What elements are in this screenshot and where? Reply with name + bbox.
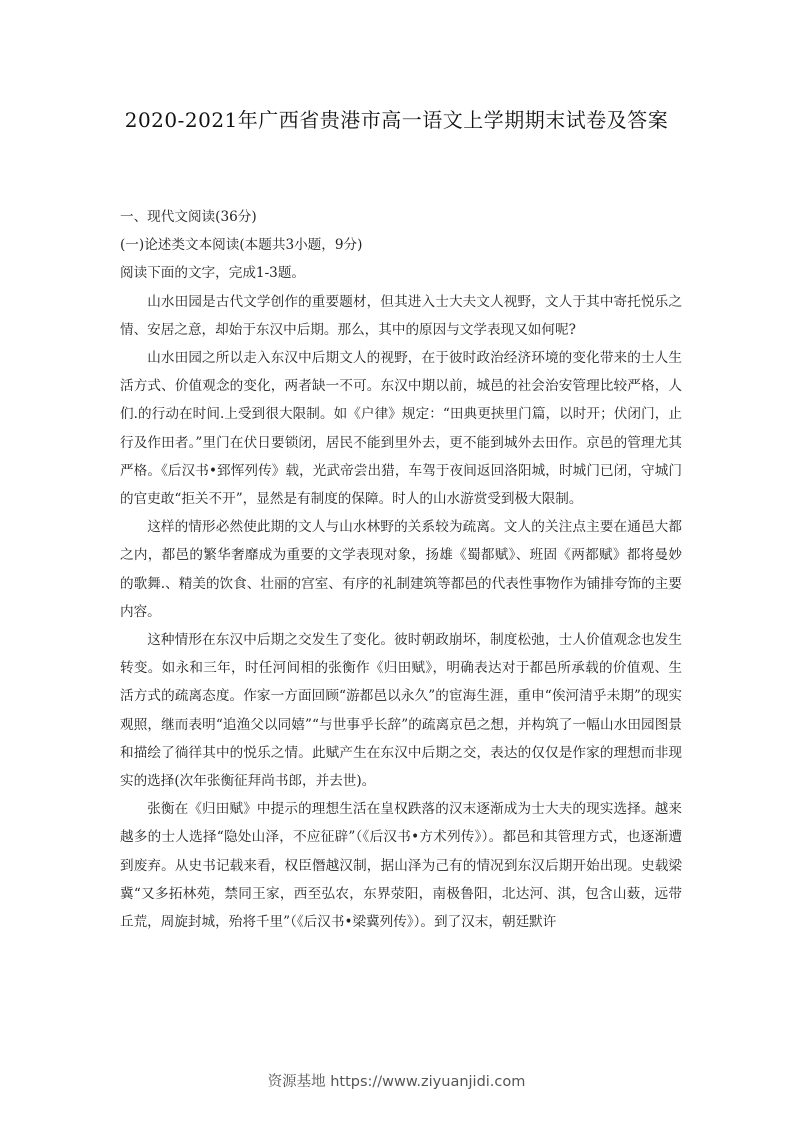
paragraph-5: 张衡在《归田赋》中提示的理想生活在皇权跌落的汉末逐渐成为士大夫的现实选择。越来越多的士人选择“隐处山泽，不应征辟”（《后汉书•方术列传》）。都邑和其管理方式，也逐渐遭到废弃。从史书记载来看，权臣僭越汉制，据山泽为己有的情况到东汉后期开始出现。史载梁冀“又多拓林苑，禁同王家，西至弘农，东界荥阳，南极鲁阳，北达河、淇，包含山薮，远带丘荒，周旋封城，殆将千里”（《后汉书•梁冀列传》）。到了汉末，朝廷默许 [120,801,682,931]
reading-instruction: 阅读下面的文字，完成1-3题。 [120,265,306,282]
section-heading: 一、现代文阅读(36分) [120,209,257,225]
subsection-heading: (一)论述类文本阅读(本题共3小题，9分) [120,237,363,254]
paragraph-4: 这种情形在东汉中后期之交发生了变化。彼时朝政崩坏，制度松弛，士人价值观念也发生转变。如永和三年，时任河间相的张衡作《归田赋》，明确表达对于都邑所承载的价值观、生活方式的疏离态度。作家一方面回顾“游都邑以永久”的宦海生涯，重申“俟河清乎未期”的现实观照，继而表明“追渔父以同嬉”“与世事乎长辞”的疏离京邑之想，并构筑了一幅山水田园图景和描绘了徜徉其中的悦乐之情。此赋产生在东汉中后期之交，表达的仅仅是作家的理想而非现实的选择(次年张衡征拜尚书郎，并去世)。 [120,632,682,790]
paragraph-1: 山水田园是古代文学创作的重要题材，但其进入士大夫文人视野，文人于其中寄托悦乐之情、安居之意，却始于东汉中后期。那么，其中的原因与文学表现又如何呢? [120,293,682,338]
document-body [120,203,682,936]
paragraph-2: 山水田园之所以走入东汉中后期文人的视野，在于彼时政治经济环境的变化带来的士人生活方式、价值观念的变化，两者缺一不可。东汉中期以前，城邑的社会治安管理比较严格，人们.的行动在时间.上受到很大限制。如《户律》规定：“田典更挟里门篇，以时开；伏闭门，止行及作田者。”里门在伏日要锁闭，居民不能到里外去，更不能到城外去田作。京邑的管理尤其严格。《后汉书•郅恽列传》载，光武帝尝出猎，车驾于夜间返回洛阳城，时城门已闭，守城门的官吏敢“拒关不开”，显然是有制度的保障。时人的山水游赏受到极大限制。 [120,350,682,508]
paragraph-3: 这样的情形必然使此期的文人与山水林野的关系较为疏离。文人的关注点主要在通邑大都之内，都邑的繁华奢靡成为重要的文学表现对象，扬雄《蜀都赋》、班固《两都赋》都将曼妙的歌舞.、精美的饮食、壮丽的宫室、有序的礼制建筑等都邑的代表性事物作为铺排夸饰的主要内容。 [120,519,682,620]
document-title: 2020-2021年广西省贵港市高一语文上学期期末试卷及答案 [124,108,669,132]
footer-watermark: 资源基地 https://www.ziyuanjidi.com [267,1074,526,1090]
